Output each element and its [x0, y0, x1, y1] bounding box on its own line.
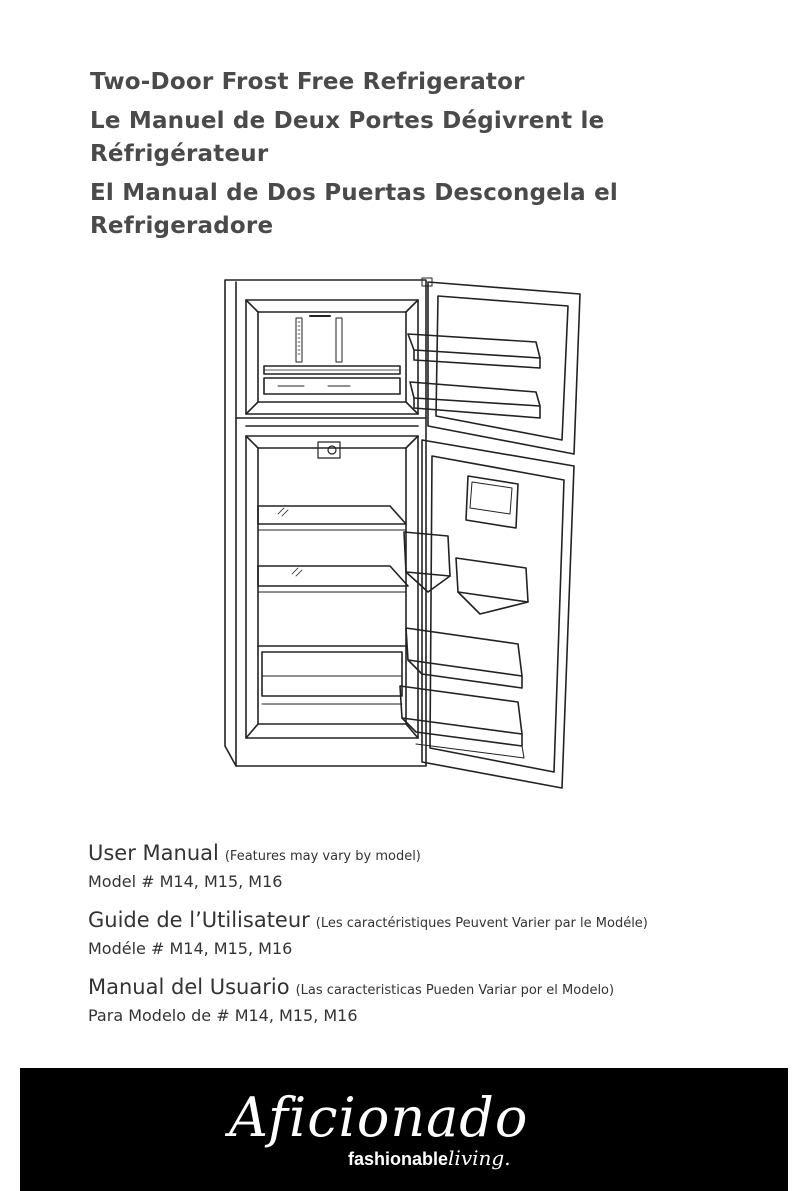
- manual-entry-french: [88, 905, 788, 959]
- manual-model: Model # M14, M15, M16: [88, 872, 283, 891]
- refrigerator-illustration: [218, 276, 588, 796]
- manual-title: Manual del Usuario: [88, 975, 290, 999]
- brand-logo: Aficionado: [229, 1086, 529, 1149]
- manual-model: Para Modelo de # M14, M15, M16: [88, 1006, 358, 1025]
- brand-tagline-bold: fashionable: [348, 1149, 449, 1169]
- title-english: Two-Door Frost Free Refrigerator: [90, 69, 525, 95]
- manual-model: Modéle # M14, M15, M16: [88, 939, 293, 958]
- manual-note: (Features may vary by model): [224, 849, 421, 864]
- brand-tagline: [348, 1146, 511, 1170]
- manual-entry-english: [88, 838, 788, 892]
- title-spanish: El Manual de Dos Puertas Descongela el Refrigeradore: [90, 180, 618, 239]
- manual-list: [88, 838, 788, 1039]
- brand-tagline-italic: living.: [448, 1146, 511, 1170]
- brand-bar: [20, 1068, 788, 1191]
- manual-entry-spanish: [88, 972, 788, 1026]
- cover-titles: [90, 66, 790, 249]
- manual-note: (Les caractéristiques Peuvent Varier par le Modéle): [315, 916, 648, 931]
- manual-title: User Manual: [88, 841, 219, 865]
- title-french: Le Manuel de Deux Portes Dégivrent le Réfrigérateur: [90, 108, 605, 167]
- manual-note: (Las caracteristicas Pueden Variar por el Modelo): [295, 983, 615, 998]
- manual-title: Guide de l’Utilisateur: [88, 908, 310, 932]
